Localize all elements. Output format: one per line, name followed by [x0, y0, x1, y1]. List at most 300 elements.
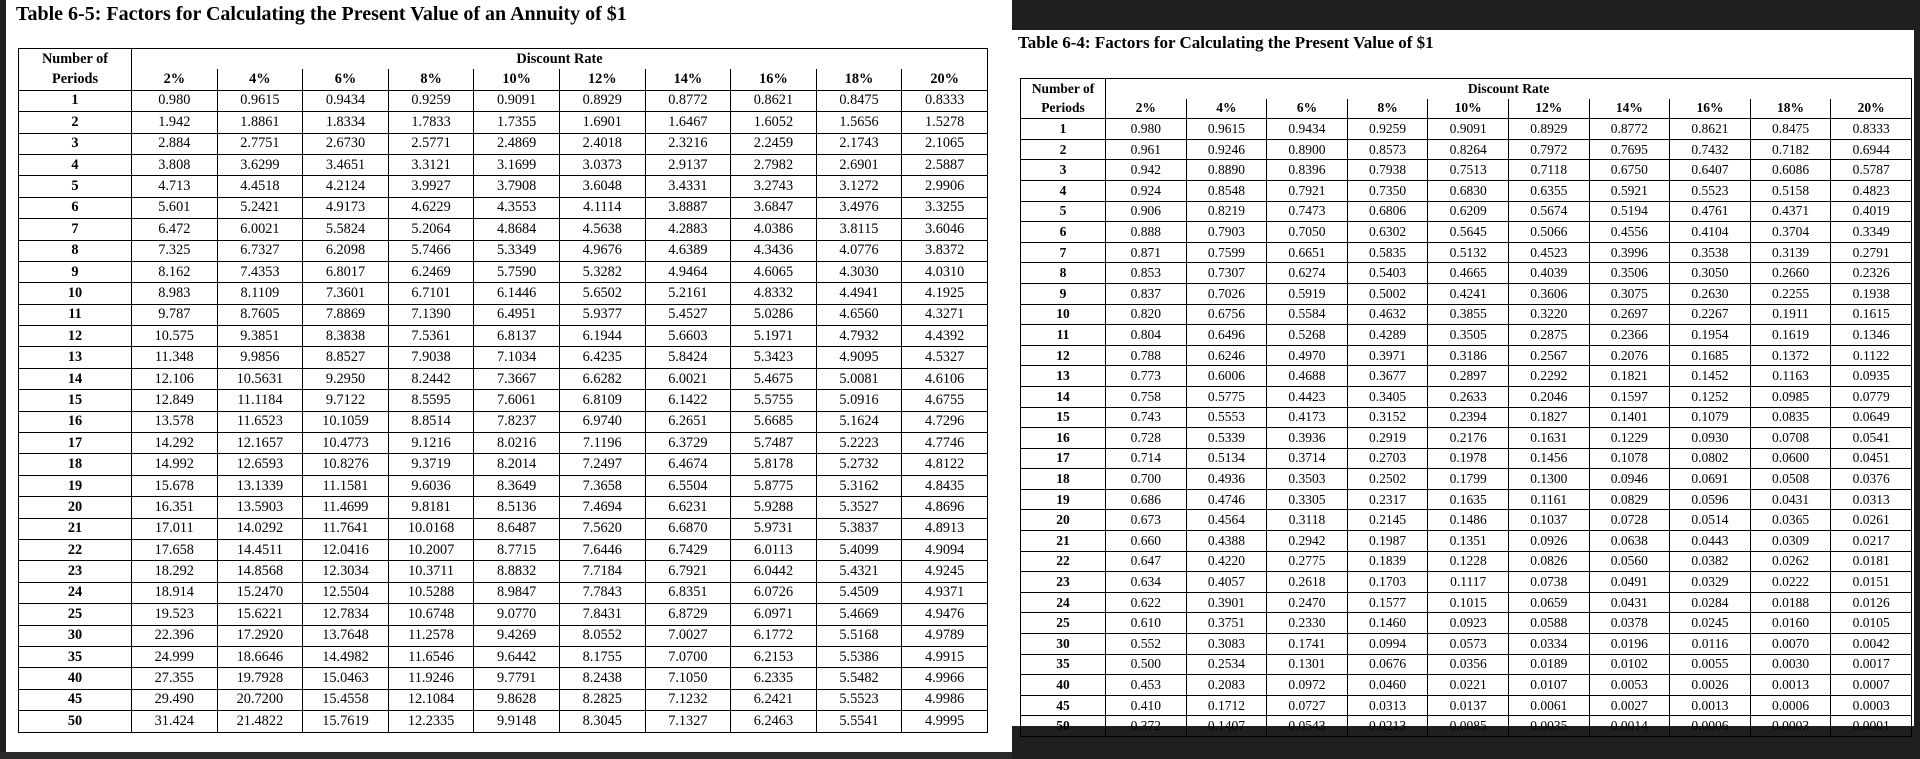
factor-cell: 10.3711 [388, 561, 474, 582]
factor-cell: 8.2825 [559, 689, 645, 710]
factor-cell: 15.4558 [303, 689, 389, 710]
factor-cell: 17.2920 [217, 625, 303, 646]
factor-cell: 0.6302 [1347, 222, 1428, 243]
factor-cell: 9.8181 [388, 497, 474, 518]
factor-cell: 0.0356 [1428, 654, 1509, 675]
factor-cell: 0.758 [1106, 386, 1187, 407]
factor-cell: 0.2083 [1186, 675, 1267, 696]
factor-cell: 13.1339 [217, 475, 303, 496]
table-row [1021, 242, 1912, 263]
factor-cell: 5.0286 [731, 304, 817, 325]
factor-cell: 10.5288 [388, 582, 474, 603]
factor-cell: 0.8929 [559, 90, 645, 111]
pv-table-body [1021, 119, 1912, 737]
table-row [1021, 160, 1912, 181]
factor-cell: 4.8696 [902, 497, 988, 518]
factor-cell: 2.884 [132, 133, 218, 154]
table-row [19, 219, 988, 240]
factor-cell: 0.3506 [1589, 263, 1670, 284]
factor-cell: 0.0181 [1831, 551, 1912, 572]
factor-cell: 0.6274 [1267, 263, 1348, 284]
factor-cell: 0.0600 [1750, 448, 1831, 469]
factor-cell: 0.5002 [1347, 283, 1428, 304]
table-row [19, 518, 988, 539]
factor-cell: 0.6750 [1589, 160, 1670, 181]
factor-cell: 0.0659 [1508, 592, 1589, 613]
factor-cell: 3.6046 [902, 219, 988, 240]
period-cell: 6 [1021, 222, 1106, 243]
factor-cell: 7.2497 [559, 454, 645, 475]
factor-cell: 4.7932 [816, 326, 902, 347]
factor-cell: 10.8276 [303, 454, 389, 475]
factor-cell: 8.1755 [559, 646, 645, 667]
factor-cell: 0.5066 [1508, 222, 1589, 243]
factor-cell: 0.2567 [1508, 345, 1589, 366]
periods-header-line2: Periods [19, 69, 132, 90]
factor-cell: 0.1597 [1589, 386, 1670, 407]
factor-cell: 0.8929 [1508, 119, 1589, 140]
factor-cell: 6.2335 [731, 668, 817, 689]
factor-cell: 0.0835 [1750, 407, 1831, 428]
factor-cell: 0.4104 [1670, 222, 1751, 243]
rate-header-0: 2% [1106, 99, 1187, 119]
table-row [1021, 448, 1912, 469]
factor-cell: 7.9038 [388, 347, 474, 368]
factor-cell: 0.0431 [1750, 489, 1831, 510]
rate-header-row [1021, 99, 1912, 119]
factor-cell: 0.1911 [1750, 304, 1831, 325]
factor-cell: 3.6847 [731, 197, 817, 218]
factor-cell: 0.924 [1106, 180, 1187, 201]
factor-cell: 0.0313 [1831, 489, 1912, 510]
factor-cell: 4.713 [132, 176, 218, 197]
factor-cell: 0.0003 [1831, 695, 1912, 716]
period-cell: 4 [19, 154, 132, 175]
table-row [1021, 428, 1912, 449]
factor-cell: 5.6502 [559, 283, 645, 304]
period-cell: 11 [19, 304, 132, 325]
factor-cell: 5.5386 [816, 646, 902, 667]
annuity-table-body [19, 90, 988, 732]
factor-cell: 7.5620 [559, 518, 645, 539]
factor-cell: 7.3658 [559, 475, 645, 496]
periods-header: Number of [1021, 79, 1106, 99]
factor-cell: 0.3405 [1347, 386, 1428, 407]
factor-cell: 0.0985 [1750, 386, 1831, 407]
factor-cell: 0.5584 [1267, 304, 1348, 325]
factor-cell: 0.3971 [1347, 345, 1428, 366]
factor-cell: 0.0222 [1750, 572, 1831, 593]
factor-cell: 0.0491 [1589, 572, 1670, 593]
factor-cell: 0.1228 [1428, 551, 1509, 572]
factor-cell: 0.714 [1106, 448, 1187, 469]
table-row [19, 368, 988, 389]
factor-cell: 5.8178 [731, 454, 817, 475]
factor-cell: 3.6299 [217, 154, 303, 175]
factor-cell: 0.6006 [1186, 366, 1267, 387]
factor-cell: 0.5523 [1670, 180, 1751, 201]
factor-cell: 0.5674 [1508, 201, 1589, 222]
factor-cell: 5.3423 [731, 347, 817, 368]
factor-cell: 21.4822 [217, 711, 303, 732]
factor-cell: 0.0443 [1670, 531, 1751, 552]
factor-cell: 4.3436 [731, 240, 817, 261]
factor-cell: 0.4241 [1428, 283, 1509, 304]
factor-cell: 4.0776 [816, 240, 902, 261]
factor-cell: 0.3704 [1750, 222, 1831, 243]
table-row [19, 689, 988, 710]
factor-cell: 18.6646 [217, 646, 303, 667]
factor-cell: 0.4970 [1267, 345, 1348, 366]
factor-cell: 6.3729 [645, 433, 731, 454]
factor-cell: 0.5553 [1186, 407, 1267, 428]
factor-cell: 0.2267 [1670, 304, 1751, 325]
factor-cell: 0.0541 [1831, 428, 1912, 449]
factor-cell: 5.5482 [816, 668, 902, 689]
factor-cell: 6.2463 [731, 711, 817, 732]
factor-cell: 5.0081 [816, 368, 902, 389]
factor-cell: 4.5327 [902, 347, 988, 368]
table-row [19, 411, 988, 432]
factor-cell: 4.9966 [902, 668, 988, 689]
factor-cell: 7.5361 [388, 326, 474, 347]
factor-cell: 17.658 [132, 539, 218, 560]
factor-cell: 0.3538 [1670, 242, 1751, 263]
table-row [19, 646, 988, 667]
factor-cell: 0.0137 [1428, 695, 1509, 716]
factor-cell: 0.3855 [1428, 304, 1509, 325]
factor-cell: 0.7695 [1589, 139, 1670, 160]
table-row [19, 475, 988, 496]
table-row [19, 154, 988, 175]
factor-cell: 0.647 [1106, 551, 1187, 572]
factor-cell: 10.2007 [388, 539, 474, 560]
period-cell: 4 [1021, 180, 1106, 201]
factor-cell: 2.7751 [217, 133, 303, 154]
factor-cell: 1.5656 [816, 112, 902, 133]
factor-cell: 0.980 [132, 90, 218, 111]
factor-cell: 0.0738 [1508, 572, 1589, 593]
factor-cell: 7.4694 [559, 497, 645, 518]
discount-rate-header: Discount Rate [132, 49, 988, 70]
factor-cell: 0.5835 [1347, 242, 1428, 263]
period-cell: 35 [19, 646, 132, 667]
table-row [1021, 551, 1912, 572]
table-row [19, 668, 988, 689]
factor-cell: 0.8219 [1186, 201, 1267, 222]
table-row [19, 433, 988, 454]
factor-cell: 0.0334 [1508, 634, 1589, 655]
factor-cell: 0.3152 [1347, 407, 1428, 428]
period-cell: 20 [1021, 510, 1106, 531]
factor-cell: 0.6407 [1670, 160, 1751, 181]
factor-cell: 0.3751 [1186, 613, 1267, 634]
factor-cell: 1.5278 [902, 112, 988, 133]
factor-cell: 4.1925 [902, 283, 988, 304]
factor-cell: 9.7791 [474, 668, 560, 689]
factor-cell: 0.3349 [1831, 222, 1912, 243]
factor-cell: 14.0292 [217, 518, 303, 539]
factor-cell: 8.0216 [474, 433, 560, 454]
factor-cell: 2.4869 [474, 133, 560, 154]
period-cell: 6 [19, 197, 132, 218]
factor-cell: 9.0770 [474, 604, 560, 625]
factor-cell: 7.8237 [474, 411, 560, 432]
factor-cell: 0.7050 [1267, 222, 1348, 243]
factor-cell: 27.355 [132, 668, 218, 689]
factor-cell: 0.3050 [1670, 263, 1751, 284]
factor-cell: 0.3305 [1267, 489, 1348, 510]
factor-cell: 4.9095 [816, 347, 902, 368]
factor-cell: 0.4019 [1831, 201, 1912, 222]
factor-cell: 0.5787 [1831, 160, 1912, 181]
factor-cell: 0.1346 [1831, 325, 1912, 346]
factor-cell: 2.6901 [816, 154, 902, 175]
factor-cell: 0.0708 [1750, 428, 1831, 449]
factor-cell: 0.6830 [1428, 180, 1509, 201]
factor-cell: 6.2469 [388, 261, 474, 282]
factor-cell: 3.808 [132, 154, 218, 175]
factor-cell: 0.0365 [1750, 510, 1831, 531]
factor-cell: 3.3255 [902, 197, 988, 218]
table-row [19, 454, 988, 475]
period-cell: 2 [19, 112, 132, 133]
factor-cell: 4.6229 [388, 197, 474, 218]
factor-cell: 0.610 [1106, 613, 1187, 634]
factor-cell: 7.1050 [645, 668, 731, 689]
factor-cell: 0.8621 [731, 90, 817, 111]
factor-cell: 9.3719 [388, 454, 474, 475]
factor-cell: 5.4669 [816, 604, 902, 625]
factor-cell: 2.1743 [816, 133, 902, 154]
factor-cell: 0.3714 [1267, 448, 1348, 469]
factor-cell: 0.0160 [1750, 613, 1831, 634]
factor-cell: 0.4665 [1428, 263, 1509, 284]
table-row [19, 304, 988, 325]
factor-cell: 0.2697 [1589, 304, 1670, 325]
factor-cell: 1.6467 [645, 112, 731, 133]
factor-cell: 5.8424 [645, 347, 731, 368]
table-row [1021, 119, 1912, 140]
factor-cell: 0.2633 [1428, 386, 1509, 407]
period-cell: 9 [19, 261, 132, 282]
factor-cell: 0.6086 [1750, 160, 1831, 181]
factor-cell: 19.523 [132, 604, 218, 625]
factor-cell: 0.0543 [1267, 716, 1348, 737]
factor-cell: 0.888 [1106, 222, 1187, 243]
factor-cell: 8.9847 [474, 582, 560, 603]
factor-cell: 12.6593 [217, 454, 303, 475]
factor-cell: 0.4039 [1508, 263, 1589, 284]
table-row [1021, 634, 1912, 655]
factor-cell: 10.575 [132, 326, 218, 347]
factor-cell: 0.0935 [1831, 366, 1912, 387]
factor-cell: 0.0376 [1831, 469, 1912, 490]
factor-cell: 6.7429 [645, 539, 731, 560]
period-cell: 19 [1021, 489, 1106, 510]
factor-cell: 12.7834 [303, 604, 389, 625]
table-row [19, 390, 988, 411]
factor-cell: 0.2326 [1831, 263, 1912, 284]
period-cell: 1 [19, 90, 132, 111]
factor-cell: 0.1452 [1670, 366, 1751, 387]
factor-cell: 6.4235 [559, 347, 645, 368]
factor-cell: 12.0416 [303, 539, 389, 560]
factor-cell: 4.9476 [902, 604, 988, 625]
factor-cell: 0.5194 [1589, 201, 1670, 222]
factor-cell: 6.1422 [645, 390, 731, 411]
factor-cell: 1.7833 [388, 112, 474, 133]
factor-cell: 5.3527 [816, 497, 902, 518]
factor-cell: 0.7350 [1347, 180, 1428, 201]
factor-cell: 4.9464 [645, 261, 731, 282]
factor-cell: 0.1372 [1750, 345, 1831, 366]
factor-cell: 0.5132 [1428, 242, 1509, 263]
factor-cell: 9.9148 [474, 711, 560, 732]
factor-cell: 0.0014 [1589, 716, 1670, 737]
factor-cell: 6.5504 [645, 475, 731, 496]
factor-cell: 0.1079 [1670, 407, 1751, 428]
factor-cell: 0.9091 [474, 90, 560, 111]
factor-cell: 22.396 [132, 625, 218, 646]
table-row [1021, 180, 1912, 201]
factor-cell: 0.0560 [1589, 551, 1670, 572]
factor-cell: 0.0245 [1670, 613, 1751, 634]
factor-cell: 5.1624 [816, 411, 902, 432]
factor-cell: 11.9246 [388, 668, 474, 689]
period-cell: 7 [19, 219, 132, 240]
factor-cell: 0.0027 [1589, 695, 1670, 716]
factor-cell: 0.1456 [1508, 448, 1589, 469]
factor-cell: 0.9259 [388, 90, 474, 111]
factor-cell: 0.1037 [1508, 510, 1589, 531]
factor-cell: 0.3075 [1589, 283, 1670, 304]
factor-cell: 1.6901 [559, 112, 645, 133]
factor-cell: 0.0382 [1670, 551, 1751, 572]
factor-cell: 0.3606 [1508, 283, 1589, 304]
factor-cell: 0.0596 [1670, 489, 1751, 510]
factor-cell: 5.2421 [217, 197, 303, 218]
factor-cell: 7.325 [132, 240, 218, 261]
factor-cell: 0.0649 [1831, 407, 1912, 428]
factor-cell: 0.2534 [1186, 654, 1267, 675]
table-row [19, 604, 988, 625]
factor-cell: 8.3045 [559, 711, 645, 732]
factor-cell: 5.0916 [816, 390, 902, 411]
factor-cell: 0.2394 [1428, 407, 1509, 428]
factor-cell: 0.7972 [1508, 139, 1589, 160]
table-row [1021, 407, 1912, 428]
rate-header-3: 8% [1347, 99, 1428, 119]
factor-cell: 15.7619 [303, 711, 389, 732]
factor-cell: 5.1971 [731, 326, 817, 347]
factor-cell: 0.5919 [1267, 283, 1348, 304]
factor-cell: 6.8351 [645, 582, 731, 603]
factor-cell: 0.2470 [1267, 592, 1348, 613]
factor-cell: 12.106 [132, 368, 218, 389]
pv-table-title: Table 6-4: Factors for Calculating the Present Value of $1 [1018, 33, 1434, 52]
factor-cell: 0.6944 [1831, 139, 1912, 160]
rate-header-7: 16% [731, 69, 817, 90]
period-cell: 23 [1021, 572, 1106, 593]
factor-cell: 0.1938 [1831, 283, 1912, 304]
factor-cell: 4.8332 [731, 283, 817, 304]
period-cell: 35 [1021, 654, 1106, 675]
factor-cell: 0.673 [1106, 510, 1187, 531]
factor-cell: 0.1619 [1750, 325, 1831, 346]
table-row [1021, 613, 1912, 634]
factor-cell: 0.8621 [1670, 119, 1751, 140]
factor-cell: 0.0727 [1267, 695, 1348, 716]
factor-cell: 0.3503 [1267, 469, 1348, 490]
table-row [19, 176, 988, 197]
rate-header-4: 10% [474, 69, 560, 90]
factor-cell: 0.4289 [1347, 325, 1428, 346]
factor-cell: 0.2775 [1267, 551, 1348, 572]
period-cell: 21 [1021, 531, 1106, 552]
periods-header: Number of [19, 49, 132, 70]
factor-cell: 0.6496 [1186, 325, 1267, 346]
factor-cell: 4.3553 [474, 197, 560, 218]
factor-cell: 4.3271 [902, 304, 988, 325]
factor-cell: 3.8887 [645, 197, 731, 218]
factor-cell: 0.8548 [1186, 180, 1267, 201]
period-cell: 17 [19, 433, 132, 454]
factor-cell: 4.5638 [559, 219, 645, 240]
window-bottom-edge [0, 752, 1012, 759]
factor-cell: 4.1114 [559, 197, 645, 218]
table-row [19, 240, 988, 261]
factor-cell: 1.7355 [474, 112, 560, 133]
factor-cell: 0.7938 [1347, 160, 1428, 181]
factor-cell: 4.6106 [902, 368, 988, 389]
factor-cell: 4.9371 [902, 582, 988, 603]
factor-cell: 19.7928 [217, 668, 303, 689]
factor-cell: 0.2176 [1428, 428, 1509, 449]
table-row [1021, 695, 1912, 716]
rate-header-9: 20% [1831, 99, 1912, 119]
factor-cell: 4.4941 [816, 283, 902, 304]
period-cell: 40 [19, 668, 132, 689]
factor-cell: 6.8137 [474, 326, 560, 347]
factor-cell: 6.2421 [731, 689, 817, 710]
table-row [1021, 139, 1912, 160]
factor-cell: 5.2732 [816, 454, 902, 475]
rate-header-8: 18% [1750, 99, 1831, 119]
factor-cell: 0.0826 [1508, 551, 1589, 572]
period-cell: 16 [1021, 428, 1106, 449]
factor-cell: 8.162 [132, 261, 218, 282]
factor-cell: 0.0013 [1750, 675, 1831, 696]
factor-cell: 0.0460 [1347, 675, 1428, 696]
factor-cell: 24.999 [132, 646, 218, 667]
period-cell: 40 [1021, 675, 1106, 696]
factor-cell: 0.0007 [1831, 675, 1912, 696]
factor-cell: 0.0262 [1750, 551, 1831, 572]
factor-cell: 13.7648 [303, 625, 389, 646]
factor-cell: 6.2651 [645, 411, 731, 432]
periods-header-line2: Periods [1021, 99, 1106, 119]
period-cell: 7 [1021, 242, 1106, 263]
factor-cell: 0.4564 [1186, 510, 1267, 531]
annuity-table-title: Table 6-5: Factors for Calculating the Present Value of an Annuity of $1 [16, 3, 627, 25]
period-cell: 12 [19, 326, 132, 347]
factor-cell: 0.0042 [1831, 634, 1912, 655]
factor-cell: 0.8475 [816, 90, 902, 111]
table-row [1021, 283, 1912, 304]
factor-cell: 0.0126 [1831, 592, 1912, 613]
factor-cell: 5.3837 [816, 518, 902, 539]
